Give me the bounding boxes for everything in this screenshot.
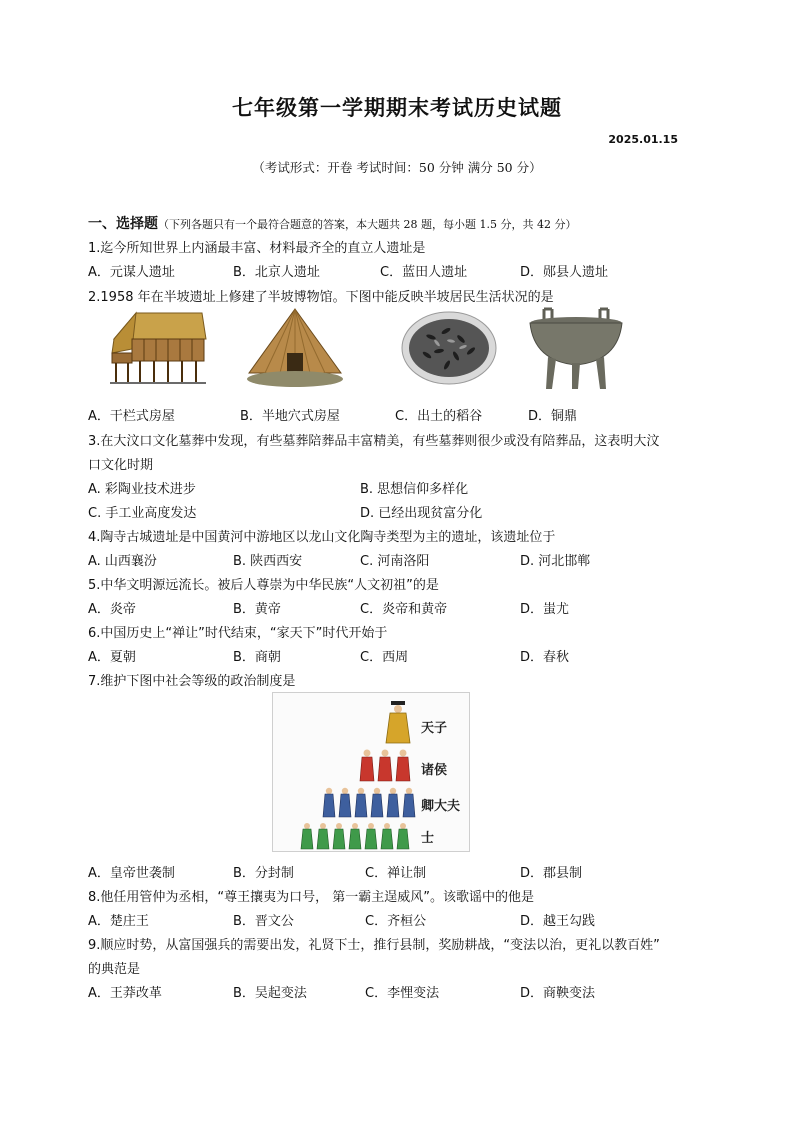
question-7-option-b: B．分封制 [233,866,294,881]
semi-subterranean-house-image [245,307,345,389]
level-label-tianzi: 天子 [421,721,448,736]
question-2-stem: 2.1958 年在半坡遗址上修建了半坡博物馆。下图中能反映半坡居民生活状况的是 [88,290,554,305]
question-2-option-d: D．铜鼎 [528,409,578,424]
question-1-option-a: A．元谋人遗址 [88,265,175,280]
question-5-option-c: C．炎帝和黄帝 [360,602,448,617]
question-9-option-a: A．王莽改革 [88,986,162,1001]
question-9-option-b: B．吴起变法 [233,986,307,1001]
question-1-option-c: C．蓝田人遗址 [380,265,468,280]
question-3-option-b: B. 思想信仰多样化 [360,482,469,497]
shi-figures [301,823,409,849]
question-6-option-d: D．春秋 [520,650,570,665]
rice-grain-image [401,311,497,385]
question-9-option-c: C．李悝变法 [365,986,440,1001]
question-5-stem: 5.中华文明源远流长。被后人尊崇为中华民族“人文初祖”的是 [88,578,439,593]
question-4-option-b: B. 陕西西安 [233,554,303,569]
question-5-option-b: B．黄帝 [233,602,281,617]
bronze-ding-image [522,305,630,391]
question-1-option-b: B．北京人遗址 [233,265,320,280]
question-6-stem: 6.中国历史上“禅让”时代结束，“家天下”时代开始于 [88,626,388,641]
question-8-option-c: C．齐桓公 [365,914,427,929]
question-9-stem-line-2: 的典范是 [88,962,141,977]
exam-date: 2025.01.15 [608,133,678,146]
question-3-option-c: C. 手工业高度发达 [88,506,197,521]
qingdafu-figures [323,788,415,817]
question-7-stem: 7.维护下图中社会等级的政治制度是 [88,674,296,689]
question-2-option-c: C．出土的稻谷 [395,409,483,424]
question-5-option-d: D．蚩尤 [520,602,570,617]
question-6-option-b: B．商朝 [233,650,281,665]
question-3-option-a: A. 彩陶业技术进步 [88,482,196,497]
question-6-option-a: A．夏朝 [88,650,136,665]
exam-title: 七年级第一学期期末考试历史试题 [232,96,562,120]
question-4-option-d: D. 河北邯郸 [520,554,591,569]
level-label-zhuhou: 诸侯 [421,763,448,778]
question-3-option-d: D. 已经出现贫富分化 [360,506,483,521]
question-8-option-b: B．晋文公 [233,914,294,929]
question-1-option-d: D．郧县人遗址 [520,265,609,280]
question-7-option-c: C．禅让制 [365,866,427,881]
question-2-option-b: B．半地穴式房屋 [240,409,340,424]
question-8-option-a: A．楚庄王 [88,914,149,929]
social-hierarchy-figure [272,692,470,852]
question-5-option-a: A．炎帝 [88,602,136,617]
section-note: （下列各题只有一个最符合题意的答案，本大题共 28 题，每小题 1.5 分，共 42 分） [158,218,577,231]
question-4-stem: 4.陶寺古城遗址是中国黄河中游地区以龙山文化陶寺类型为主的遗址，该遗址位于 [88,530,556,545]
tianzi-figure [386,701,410,743]
question-3-stem-line-2: 口文化时期 [88,458,154,473]
question-8-option-d: D．越王勾践 [520,914,596,929]
question-8-stem: 8.他任用管仲为丞相，“尊王攘夷为口号， 第一霸主逞威风”。该歌谣中的他是 [88,890,535,905]
stilt-house-image [106,309,210,387]
question-3-stem-line-1: 3.在大汶口文化墓葬中发现，有些墓葬陪葬品丰富精美，有些墓葬则很少或没有陪葬品，这表明大汶 [88,434,660,449]
level-label-qingdafu: 卿大夫 [421,799,461,814]
question-6-option-c: C．西周 [360,650,409,665]
question-1-stem: 1.迄今所知世界上内涵最丰富、材料最齐全的直立人遗址是 [88,241,426,256]
question-4-option-a: A. 山西襄汾 [88,554,157,569]
zhuhou-figures [360,750,410,782]
question-9-stem-line-1: 9.顺应时势，从富国强兵的需要出发，礼贤下士，推行县制，奖励耕战，“变法以治，更礼以教百姓” [88,938,660,953]
question-9-option-d: D．商鞅变法 [520,986,596,1001]
question-4-option-c: C. 河南洛阳 [360,554,430,569]
exam-meta: （考试形式：开卷 考试时间：50 分钟 满分 50 分） [252,160,542,175]
question-7-option-a: A．皇帝世袭制 [88,866,175,881]
question-7-option-d: D．郡县制 [520,866,583,881]
section-heading [88,213,576,233]
level-label-shi: 士 [421,831,435,846]
section-title: 一、选择题 [88,216,158,232]
question-2-option-a: A．干栏式房屋 [88,409,175,424]
